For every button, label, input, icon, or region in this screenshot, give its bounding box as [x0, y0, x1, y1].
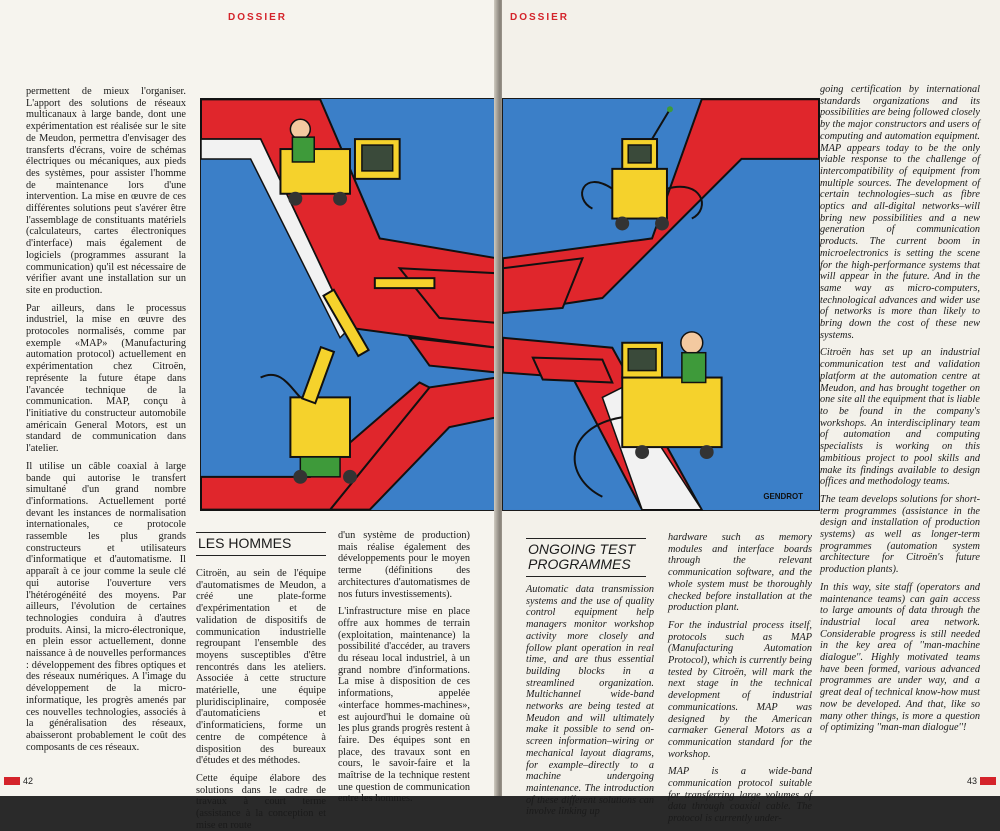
- rubric-dossier-right: DOSSIER: [510, 12, 570, 23]
- paragraph: MAP is a wide-band communication protocol suitable for transferring large volumes of data through coaxial cable. The protocol is currently under-: [668, 766, 812, 825]
- paragraph: Cette équipe élabore des solutions dans le cadre de travaux à court terme (assistance à la conception et mise en route: [196, 772, 326, 831]
- paragraph: Par ailleurs, dans le processus industriel, la mise en œuvre des protocoles normalisés, comme par exemple «MAP» (Manufacturing automation protocol) actuellement en expérimentation chez Citroën, représente la future étape dans l'avancée technique de la communication. MAP, conçu à l'initiative du constructeur automobile américain General Motors, est un standard de communication dans l'atelier.: [26, 302, 186, 455]
- right-column-3: [820, 84, 980, 772]
- section-heading-line: ONGOING TEST: [528, 541, 636, 557]
- paragraph: In this way, site staff (operators and maintenance teams) can gain access to large amounts of data through the industrial local area network. Considerable progress is still needed in the key area of ''man-machine dialogue''. Highly motivated teams have been formed, various advanced programmes are under way, and a great deal of technical know-how must now be developed. And that, like so many other things, is more a question of optimizing ''man-man dialogue''!: [820, 581, 980, 734]
- cartoon-workers-robots-illustration: [201, 99, 497, 510]
- paragraph: Automatic data transmission systems and the use of quality control equipment help managers monitor workshop activity more closely and follow plant operation in real time, and are thus essential building blocks in a streamlined organization. Multichannel wide-band networks are being tested at Meudon and will ultimately make it possible to send on-screen information–wiring or mechanical layout diagrams, for example–directly to a machine undergoing maintenance. The introduction of these different solutions can involve linking up: [526, 584, 654, 818]
- cartoon-robot-worker-illustration: [503, 99, 819, 510]
- folio-red-mark: [4, 777, 20, 785]
- left-page: [0, 0, 498, 831]
- illustrator-signature: GENDROT: [763, 491, 804, 501]
- folio-red-mark: [980, 777, 996, 785]
- page-number-right: [967, 776, 996, 786]
- section-heading-line: PROGRAMMES: [528, 556, 631, 572]
- paragraph: Il utilise un câble coaxial à large bande qui autorise le transfert simultané d'un grand nombre d'informations. Actuellement porté devant les instances de normalisation internationales, ce protocole rassemble les plus grands constructeurs et utilisateurs d'informatique et d'automatisme. Il apparaît à ce jour comme la seule clé qui autorise l'ouverture vers l'hétérogénéité des moyens. Par ailleurs, l'évolution de certaines technologies conduira à d'autres produits. Ainsi, la micro-électronique, en plein essor actuellement, donne naissance à de nouvelles performances : développement des fibres optiques et des réseaux numériques. A l'image du développement de la micro-informatique, les progrès amenés par ces nouvelles technologies, associés à la généralisation des réseaux, abaisseront probablement le coût des composants de ces réseaux.: [26, 460, 186, 753]
- paragraph: L'infrastructure mise en place offre aux hommes de terrain (exploitation, maintenance) la possibilité d'accéder, au travers du réseau local industriel, à un grand nombre d'informations. La mise à disposition de ces informations, appelée «interface hommes-machines», est aujourd'hui le domaine où les plus grands progrès restent à faire. Des équipes sont en place, des travaux sont en cours, le savoir-faire et la maîtrise de la technique restent une question de communication entre les hommes.: [338, 606, 470, 805]
- paragraph: Citroën, au sein de l'équipe d'automatismes de Meudon, a créé une plate-forme d'expérimentation et de validation de dispositifs de communication industrielle regroupant l'ensemble des moyens susceptibles d'être rencontrés dans les ateliers. Associée à cette structure matérielle, une équipe pluridisciplinaire, composée d'automaticiens et d'informaticiens, forme un centre de compétence à disposition des bureaux d'études et des méthodes.: [196, 568, 326, 767]
- paragraph: going certification by international standards organizations and its possibilities are being followed closely by the major constructors and users of computing and automation equipment. MAP appears today to be the only viable response to the challenge of intercompatibility of equipment from multiple sources. The development of certain technologies–such as fibre optics and all-digital networks–will bring new possibilities and a new generation of communication products. The current boom in microelectronics is setting the scene for the high-performance systems that will appear in the future. And in the same way as micro-computers, technological advances and wider use of networks is more than likely to bring down the cost of these new systems.: [820, 84, 980, 341]
- left-column-2: [196, 568, 326, 831]
- paragraph: hardware such as memory modules and interface boards through the relevant communication software, and the whole system must be thoroughly checked before installation at the production plant.: [668, 532, 812, 614]
- illustration-left-half: [200, 98, 498, 511]
- page-number-text: 42: [23, 776, 34, 786]
- left-column-1: [26, 86, 186, 772]
- section-heading-les-hommes: LES HOMMES: [196, 532, 326, 556]
- right-page: [502, 0, 1000, 825]
- illustration-right-half: [502, 98, 820, 511]
- paragraph: The team develops solutions for short-term programmes (assistance in the design and installation of production systems) as well as longer-term programmes (automation system architecture for Citroën's future production plants).: [820, 493, 980, 576]
- paragraph: Citroën has set up an industrial communication test and validation platform at the automation centre at Meudon, and has brought together on one site all the equipment that is liable to be found in the company's workshops. An interdisciplinary team of automation and computing specialists is working on this ambitious project to pool skills and make its findings available to design offices and methodology teams.: [820, 347, 980, 488]
- right-column-1: [526, 584, 654, 818]
- paragraph: permettent de mieux l'organiser. L'apport des solutions de réseaux multicanaux à large bande, dont une expérimentation est réalisée sur le site de Meudon, permettra d'envisager des transferts d'écrans, voire de schémas électriques ou mécaniques, aux pieds des systèmes, pour assister l'homme de maintenance lors d'une intervention. La mise en œuvre de ces différentes solutions peut s'avérer être l'assemblage de constituants matériels (calculateurs, cartes électroniques d'interface) mais également de logiciels (programmes assurant la communication) qu'il est nécessaire de vérifier avant une installation sur un site en production.: [26, 86, 186, 296]
- page-number-text: 43: [966, 776, 977, 786]
- right-column-2: [668, 532, 812, 825]
- left-column-3: [338, 530, 470, 805]
- paragraph: For the industrial process itself, protocols such as MAP (Manufacturing Automation Protocol), which is currently being tested by Citroën, will mark the next stage in the technical development of industrial communications. MAP was designed by the American carmaker General Motors as a communication standard for the workshop.: [668, 619, 812, 760]
- rubric-dossier-left: DOSSIER: [228, 12, 288, 23]
- section-heading-ongoing-test: [526, 538, 646, 577]
- paragraph: d'un système de production) mais réalise également des développements pour le moyen terme (définitions des architectures d'automatismes de nos futurs investissements).: [338, 530, 470, 600]
- page-number-left: [4, 776, 33, 786]
